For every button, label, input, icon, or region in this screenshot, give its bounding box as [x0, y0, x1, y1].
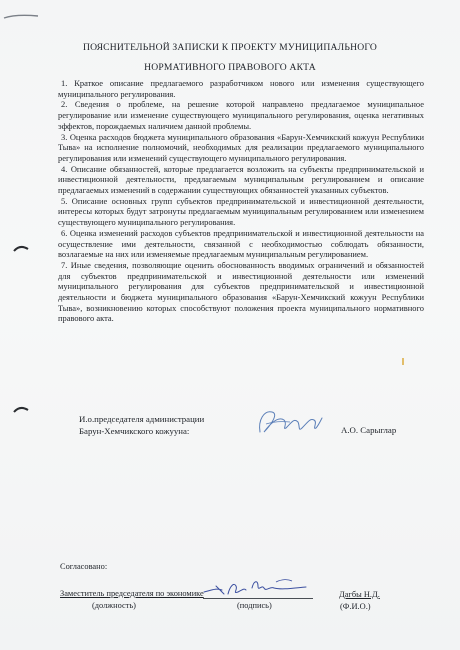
hole-punch-mark-2 [12, 404, 30, 414]
approver-name: Дагбы Н.Д. [339, 590, 380, 599]
ink-mark [400, 358, 406, 366]
signatory-position-line-1: И.о.председателя администрации [79, 414, 205, 424]
signature-line [203, 598, 313, 599]
position-caption: (должность) [92, 601, 136, 610]
paragraph-4: 4. Описание обязанностей, которые предлагается возложить на субъекты предпринимательской и инвестиционной деятельности, предлагаемым муниципальным регулированием и описание предлагаемых изменений в содержании существующих обязанностей указанных субъектов. [58, 163, 424, 196]
paragraph-7: 7. Иные сведения, позволяющие оценить обоснованность вводимых ограничений и обязанностей для субъектов предпринимательской и инвестиционной деятельности или изменений муниципального регулирования для субъектов предпринимательской и инвестиционной деятельности и бюджета муниципального образования «Барун-Хемчикский кожуун Республики Тыва», возникновению которых способствуют положения проекта муниципального нормативного правового акта. [58, 259, 424, 324]
paragraph-2: 2. Сведения о проблеме, на решение которой направлено предлагаемое муниципальное регулирование или изменение существующего муниципального регулирования, оценка негативных эффектов, порождаемых наличием данной проблемы. [58, 99, 424, 131]
document-title-line-2: НОРМАТИВНОГО ПРАВОВОГО АКТА [144, 62, 316, 73]
signature-caption: (подпись) [237, 601, 272, 610]
paragraph-6: 6. Оценка изменений расходов субъектов предпринимательской и инвестиционной деятельности на осуществление ими деятельности, связанной с необходимостью соблюдать обязанности, возлагаемые на них или изменяемые предлагаемым муниципальным регулированием. [58, 227, 424, 260]
paragraph-5: 5. Описание основных групп субъектов предпринимательской и инвестиционной деятельности, интересы которых будут затронуты предлагаемым муниципальным регулированием или изменением существующего муниципального регулирования. [58, 195, 424, 228]
scan-mark-top [2, 12, 42, 26]
paragraph-3: 3. Оценка расходов бюджета муниципального образования «Барун-Хемчикский кожуун Республики Тыва» на исполнение полномочий, необходимых для реализации предлагаемого муниципального регулирования или изменений существующего муниципального регулирования. [58, 131, 424, 163]
document-title-line-1: ПОЯСНИТЕЛЬНОЙ ЗАПИСКИ К ПРОЕКТУ МУНИЦИПАЛЬНОГО [83, 42, 377, 53]
approval-label: Согласовано: [60, 562, 108, 571]
signatory-name: А.О. Сарыглар [341, 425, 397, 435]
document-body [58, 78, 424, 324]
approver-position: Заместитель председателя по экономике [60, 589, 204, 598]
signatory-position [79, 413, 204, 437]
approver-signature [202, 576, 320, 600]
hole-punch-mark-1 [12, 243, 30, 253]
handwritten-signature [254, 406, 326, 440]
signatory-position-line-2: Барун-Хемчикского кожууна: [79, 426, 190, 436]
paragraph-1: 1. Краткое описание предлагаемого разработчиком нового или изменения существующего муниципального регулирования. [58, 78, 424, 99]
name-caption: (Ф.И.О.) [340, 602, 371, 611]
